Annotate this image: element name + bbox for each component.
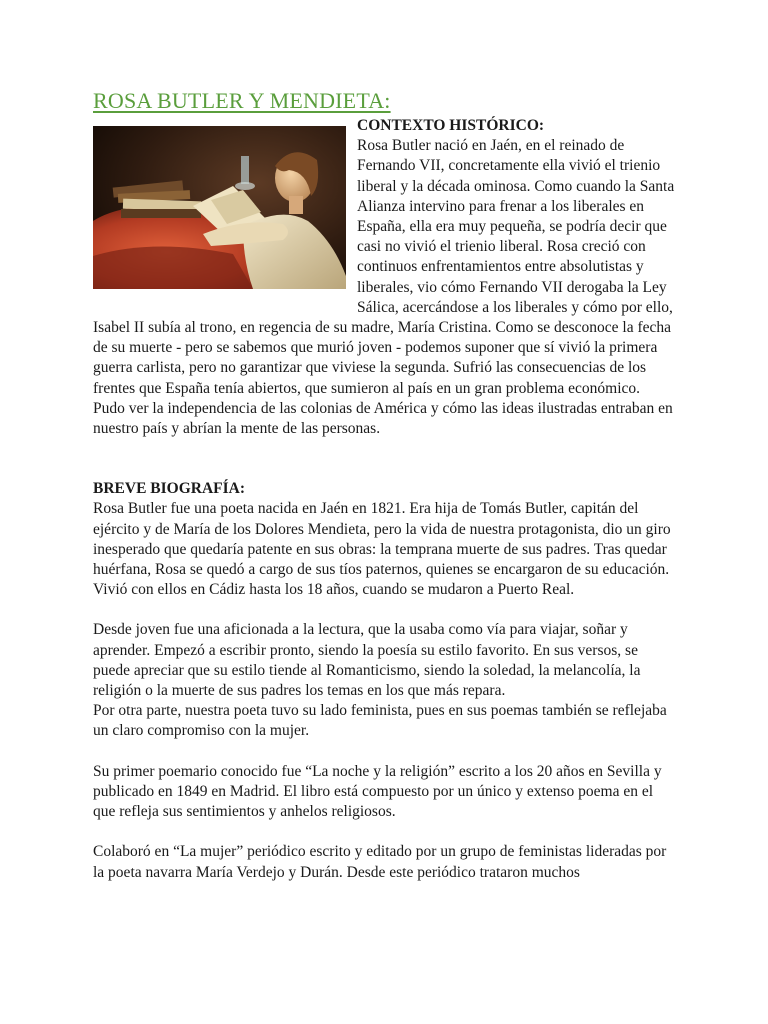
bio-paragraph-2b: Por otra parte, nuestra poeta tuvo su lado feminista, pues en sus poemas también se reflejaba un claro compromiso con la mujer. [93, 702, 667, 740]
document-title: ROSA BUTLER Y MENDIETA: [93, 88, 391, 113]
contexto-paragraph: Rosa Butler nació en Jaén, en el reinado de Fernando VII, concretamente ella vivió el trienio liberal y la década ominosa. Como cuando la Santa Alianza intervino para frenar a los liberales en España, ella era muy pequeña, se podría decir que casi no vivió el trienio liberal. Rosa creció con continuos enfrentamientos entre absolutistas y liberales, vio cómo Fernando VII derogaba la Ley Sálica, acercándose a los liberales y cómo por ello, Isabel II subía al trono, en regencia de su madre, María Cristina. Como se desconoce la fecha de su muerte - pero se sabemos que murió joven - podemos suponer que sí vivió la primera guerra carlista, pero no garantizar que viviese la segunda. Sufrió las consecuencias de los frentes que España tenía abiertos, que sumieron al país en un gran problema económico. Pudo ver la independencia de las colonias de América y cómo las ideas ilustradas entraban en nuestro país y abrían la mente de las personas. [93, 137, 675, 438]
bio-paragraph-1: Rosa Butler fue una poeta nacida en Jaén en 1821. Era hija de Tomás Butler, capitán del ejército y de María de los Dolores Mendieta, pero la vida de nuestra protagonista, dio un giro inesperado que quedaría patente en sus obras: la temprana muerte de sus padres. Tras quedar huérfana, Rosa se quedó a cargo de sus tíos paternos, quienes se encargaron de su educación. Vivió con ellos en Cádiz hasta los 18 años, cuando se mudaron a Puerto Real. [93, 500, 671, 599]
document-body [93, 116, 675, 883]
bio-paragraph-2a: Desde joven fue una aficionada a la lectura, que la usaba como vía para viajar, soñar y aprender. Empezó a escribir pronto, siendo la poesía su estilo favorito. En sus versos, se puede apreciar que su estilo tiende al Romanticismo, siendo la soledad, la melancolía, la religión o la muerte de sus padres los temas en los que más repara. [93, 621, 641, 700]
painting-spacer [93, 116, 357, 313]
bio-paragraph-3: Su primer poemario conocido fue “La noche y la religión” escrito a los 20 años en Sevilla y publicado en 1849 en Madrid. El libro está compuesto por un único y extenso poema en el que refleja sus sentimientos y anhelos religiosos. [93, 762, 662, 821]
contexto-heading: CONTEXTO HISTÓRICO: [357, 117, 545, 134]
bio-paragraph-4: Colaboró en “La mujer” periódico escrito y editado por un grupo de feministas lideradas por la poeta navarra María Verdejo y Durán. Desde este periódico trataron muchos [93, 843, 667, 881]
biografia-heading: BREVE BIOGRAFÍA: [93, 480, 246, 498]
